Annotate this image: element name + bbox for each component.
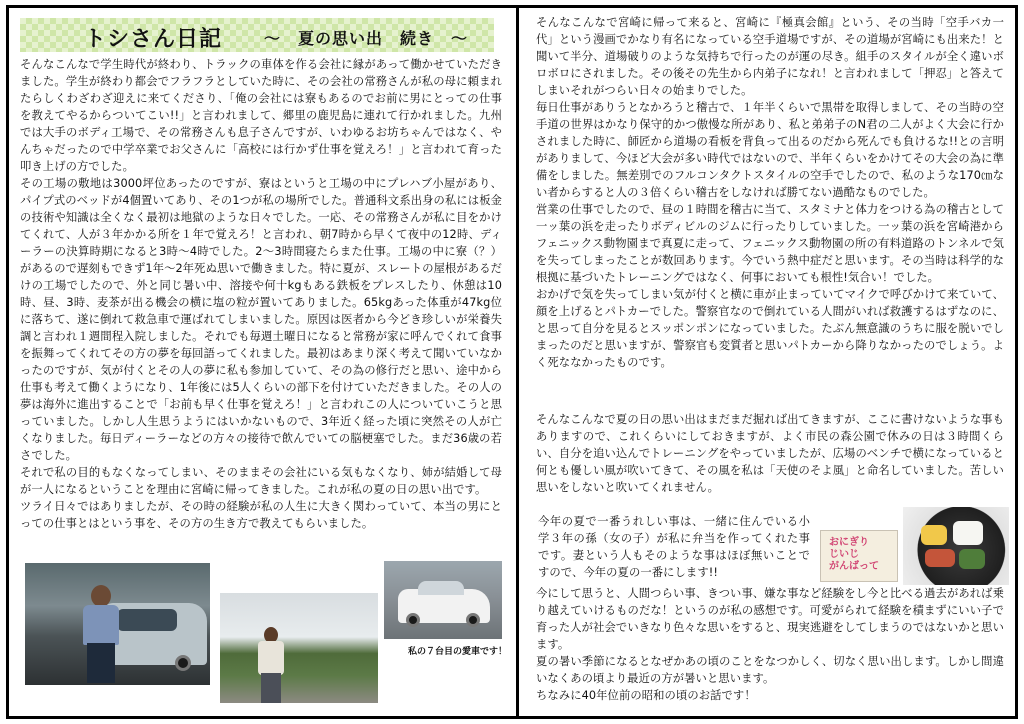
handwritten-note bbox=[829, 537, 879, 573]
right-paragraph: 夏の暑い季節になるとなぜかあの頃のことをなつかしく、切なく思い出します。しかし間違いなくあの頃より最近の方が暑いと思います。 bbox=[536, 655, 1004, 685]
left-paragraph: その工場の敷地は3000坪位あったのですが、寮はというと工場の中にプレハブ小屋があり、パイプ式のベッドが4個置いてあり、その1つが私の場所でした。普通科文系出身の私には板金の技術や知識は全くなく最初は地獄のような日々でした。一応、その常務さんが私に目をかけてくれて、人が３年かかる所を１年で覚えろ！と言われ、朝7時から早くて夜中の12時、ディーラーの決算時期になると3時〜4時でした。2〜3時間寝たらまた仕事。工場の中に寮（？）があるので遅刻もできず1年〜2年死ぬ思いで働きました。特に夏が、スレートの屋根があるだけの工場でしたので、外と同じ暑い中、溶接や何十kgもある鉄板をプレスしたり、休憩は10時、昼、3時、麦茶が出る機会の横に塩の粒が置いてありました。65kgあった体重が47kg位に落ちて、遂に倒れて救急車で運ばれてしまいました。原因は医者から今どき珍しいが栄養失調と言われ１週間程入院しました。それでも毎週土曜日になると常務が家に呼んでくれて食事を振舞ってくれてその方の夢を毎回語ってくれました。最初はあまり深く考えて聞いていなかったのですが、気が付くとその人の夢に私も参加していて、その為の修行だと思い、途中から仕事も考えて働くようになり、1年後には5人くらいの部下を付けていただきました。その人の夢は海外に進出することで「お前も早く仕事を覚えろ！」と言われこの人についていこうと思っていました。しかし人生思うようにはいかないもので、3年近く経った頃に突然その人が亡くなりました。毎日ディーラーなどの方々の接待で飲んでいての脳梗塞でした。まだ36歳の若さでした。 bbox=[20, 177, 502, 462]
rice-ball-food bbox=[953, 521, 983, 545]
sedan-wheel bbox=[466, 613, 480, 627]
man-pants bbox=[87, 643, 115, 683]
right-column-text-top bbox=[536, 14, 1004, 404]
photo-white-sedan bbox=[384, 561, 502, 639]
page-title: トシさん日記 bbox=[84, 27, 223, 52]
vegetable-food bbox=[959, 549, 985, 569]
man-shirt bbox=[258, 641, 284, 675]
left-column-text bbox=[20, 56, 502, 556]
column-divider bbox=[516, 5, 519, 719]
right-column-text-bottom bbox=[536, 585, 1004, 705]
right-paragraph: そんなこんなで夏の日の思い出はまだまだ掘れば出てきますが、ここに書けないような事もありますので、これくらいにしておきますが、よく市民の森公園で休みの日は３時間くらい、自分を追い込んでトレーニングをやっていましたが、広場のベンチで横になっていると何とも優しい風が吹いてきて、その風を私は「天使のそよ風」と命名していました。苦しい思いをしないと吹いてくれません。 bbox=[536, 413, 1004, 494]
left-paragraph: そんなこんなで学生時代が終わり、トラックの車体を作る会社に縁があって働かせていただきました。学生が終わり都会でフラフラとしていた時に、その会社の常務さんが私の母に頼まれたらしくわざわざ迎えに来てくださり、「俺の会社には寮もあるのでお前に男にとっての仕事を教えてやるからついてこい!!」と言われまして、郷里の鹿児島に連れて行かれました。九州では大手のボディ工場で、その常務さんも息子さんですが、いわゆるお坊ちゃんではなく、やんちゃだったので中学卒業でお父さんに「高校には行かず仕事を覚えろ！」と言われて育った叩き上げの方でした。 bbox=[20, 58, 502, 173]
right-paragraph: 今年の夏で一番うれしい事は、一緒に住んでいる小学３年の孫（女の子）が私に弁当を作ってくれた事です。妻という人もそのような事はほぼ無いことですので、今年の夏の一番にします!! bbox=[538, 515, 810, 579]
sedan-roof bbox=[418, 581, 464, 595]
right-column-text-middle bbox=[536, 411, 1004, 499]
van-wheel bbox=[175, 655, 191, 671]
right-paragraph: 今にして思うと、人間つらい事、きつい事、嫌な事など経験をし今と比べる過去があれば乗り越えていけるものだな！というのが私の感想です。可愛がられて経験を積まずにいい子で育った人が社会でいきなり色々な思いをすると、現実逃避をしてしまうのではないかと思います。 bbox=[536, 587, 1004, 651]
photo-caption: 私の７台目の愛車です！ bbox=[408, 647, 508, 657]
photo-man-mountains bbox=[220, 593, 378, 703]
grandchild-lunch-text bbox=[538, 513, 810, 581]
right-paragraph: おかげで気を失ってしまい気が付くと横に車が止まっていてマイクで呼びかけて来ていて、顔を上げるとパトカーでした。警察官なので倒れている人間がいれば救護するはずなのに、と思って自分を見るとスッポンポンになっていました。たぶん無意識のうちに服を脱いでしまったのだと思いますが、警察官も変質者と思いパトカーから降りなかったのでしょう。よく死ななかったものです。 bbox=[536, 288, 1004, 369]
van-window bbox=[117, 609, 177, 631]
right-paragraph: 営業の仕事でしたので、昼の１時間を稽古に当て、スタミナと体力をつける為の稽古として一ッ葉の浜を走ったりボディビルのジムに行ったりしていました。一ッ葉の浜を宮崎港からフェニックス動物園まで真夏に走って、フェニックス動物園の所の有料道路のトンネルで気を失ってしまったことが数回あります。今でいう熱中症だと思います。その当時は科学的な根拠に基づいたトレーニングではなく、何事においても根性!気合い！でした。 bbox=[536, 203, 1004, 284]
photo-handwritten-note bbox=[820, 530, 898, 582]
man-pants bbox=[261, 673, 281, 703]
right-paragraph: ちなみに40年位前の昭和の頃のお話です！ bbox=[536, 689, 756, 702]
man-head bbox=[91, 585, 111, 607]
sedan-wheel bbox=[406, 613, 420, 627]
egg-food bbox=[921, 525, 947, 545]
photo-bento-box bbox=[903, 507, 1009, 585]
page-subtitle: 〜 夏の思い出 続き 〜 bbox=[264, 29, 469, 48]
right-paragraph: 毎日仕事がありうとなかろうと稽古で、１年半くらいで黒帯を取得しまして、その当時の空手道の世界はかなり保守的かつ傲慢な所があり、私と弟弟子のN君の二人がよく大会に行かされました時に、師匠から道場の看板を背負って出るのだから死んでも負けるな!!との言明がありまして、今ほど大会が多い時代ではないので、半年くらいをかけてその大会の為に準備をしました。無差別でのフルコンタクトスタイルの空手でしたので、私のような170㎝ない者からすると人の３倍くらい稽古をしなければ勝てない過酷なものでした。 bbox=[536, 101, 1004, 199]
left-paragraph: それで私の目的もなくなってしまい、そのままその会社にいる気もなくなり、姉が結婚して母が一人になるということを理由に宮崎に帰ってきました。これが私の夏の日の思い出です。 bbox=[20, 466, 502, 496]
photo-man-with-van bbox=[25, 563, 210, 685]
man-shirt bbox=[83, 605, 119, 645]
title-banner bbox=[20, 18, 494, 52]
note-line: がんばって bbox=[829, 561, 879, 572]
note-line: じいじ bbox=[829, 549, 859, 560]
sausage-food bbox=[925, 549, 955, 567]
left-paragraph: ツライ日々ではありましたが、その時の経験が私の人生に大きく関わっていて、本当の男にとっての仕事とはという事を、その方の生き方で教えてもらいました。 bbox=[20, 500, 502, 530]
note-line: おにぎり bbox=[829, 537, 869, 548]
right-paragraph: そんなこんなで宮崎に帰って来ると、宮崎に『極真会館』という、その当時「空手バカ一代」という漫画でかなり有名になっている空手道場ですが、その道場が宮崎にも出来た！と聞いて半分、道場破りのような気持ちで行ったのが運の尽き。組手のスタイルが全く違いボロボロにされました。その後その先生から内弟子になれ！と言われまして「押忍」と答えてしまいそれがつらい日々の始まりでした。 bbox=[536, 16, 1004, 97]
